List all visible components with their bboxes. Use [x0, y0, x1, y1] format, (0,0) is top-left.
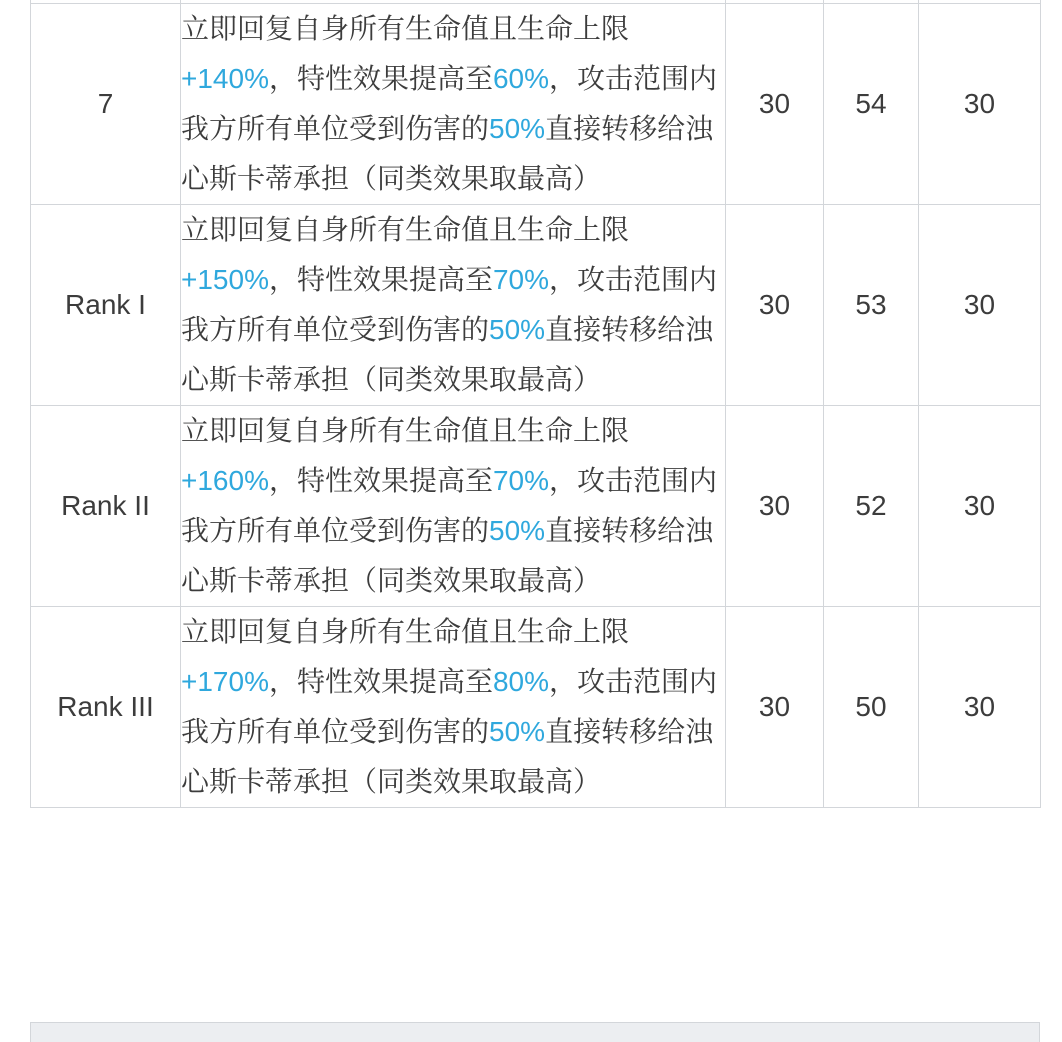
- page-right-margin: [1040, 0, 1062, 1042]
- description-highlight: 80%: [492, 666, 550, 697]
- cell-value-3: 30: [919, 607, 1041, 808]
- cell-value-3: 30: [919, 4, 1041, 205]
- cell-value-1: 30: [726, 607, 824, 808]
- description-highlight: 70%: [492, 264, 550, 295]
- description-text: 直接转移给浊心斯卡蒂承担（同类效果取最高）: [181, 113, 714, 194]
- description-text: ，特性效果提高至: [268, 63, 493, 94]
- table-row: [31, 406, 1041, 607]
- description-text: 立即回复自身所有生命值且生命上限: [181, 415, 630, 446]
- cell-value-1: 30: [726, 4, 824, 205]
- table-footer-bar: [30, 1022, 1040, 1042]
- table-row: [31, 607, 1041, 808]
- description-highlight: 60%: [492, 63, 550, 94]
- description-text: ，特性效果提高至: [268, 465, 493, 496]
- description-highlight: 50%: [489, 716, 546, 747]
- description-text: 直接转移给浊心斯卡蒂承担（同类效果取最高）: [181, 515, 714, 596]
- description-text: 直接转移给浊心斯卡蒂承担（同类效果取最高）: [181, 716, 714, 797]
- cell-rank: Rank II: [31, 406, 181, 607]
- description-text: ，攻击范围内我方所有单位受到伤害的: [181, 63, 718, 144]
- description-highlight: 50%: [489, 113, 546, 144]
- description-highlight: +170%: [181, 666, 269, 697]
- cell-description: [181, 607, 726, 808]
- cell-description: [181, 406, 726, 607]
- description-text: ，攻击范围内我方所有单位受到伤害的: [181, 264, 718, 345]
- description-text: ，攻击范围内我方所有单位受到伤害的: [181, 666, 718, 747]
- cell-rank: Rank III: [31, 607, 181, 808]
- description-highlight: 50%: [489, 314, 546, 345]
- page-left-margin: [0, 0, 30, 1042]
- description-text: ，攻击范围内我方所有单位受到伤害的: [181, 465, 718, 546]
- description-highlight: 50%: [489, 515, 546, 546]
- cell-value-2: 52: [824, 406, 919, 607]
- cell-value-2: 53: [824, 205, 919, 406]
- cell-value-2: 50: [824, 607, 919, 808]
- cell-value-3: 30: [919, 406, 1041, 607]
- description-highlight: 70%: [492, 465, 550, 496]
- cell-rank: 7: [31, 4, 181, 205]
- table-row: [31, 4, 1041, 205]
- table-row: [31, 205, 1041, 406]
- description-highlight: +140%: [181, 63, 269, 94]
- cell-description: [181, 4, 726, 205]
- cell-description: [181, 205, 726, 406]
- cell-value-2: 54: [824, 4, 919, 205]
- description-text: 直接转移给浊心斯卡蒂承担（同类效果取最高）: [181, 314, 714, 395]
- cell-value-1: 30: [726, 205, 824, 406]
- description-text: ，特性效果提高至: [268, 666, 493, 697]
- cell-value-3: 30: [919, 205, 1041, 406]
- cell-rank: Rank I: [31, 205, 181, 406]
- cell-value-1: 30: [726, 406, 824, 607]
- description-text: 立即回复自身所有生命值且生命上限: [181, 616, 630, 647]
- skill-rank-table: [30, 0, 1041, 808]
- description-text: ，特性效果提高至: [268, 264, 493, 295]
- description-text: 立即回复自身所有生命值且生命上限: [181, 214, 630, 245]
- table-body: [31, 0, 1041, 808]
- description-highlight: +150%: [181, 264, 269, 295]
- description-highlight: +160%: [181, 465, 269, 496]
- description-text: 立即回复自身所有生命值且生命上限: [181, 13, 630, 44]
